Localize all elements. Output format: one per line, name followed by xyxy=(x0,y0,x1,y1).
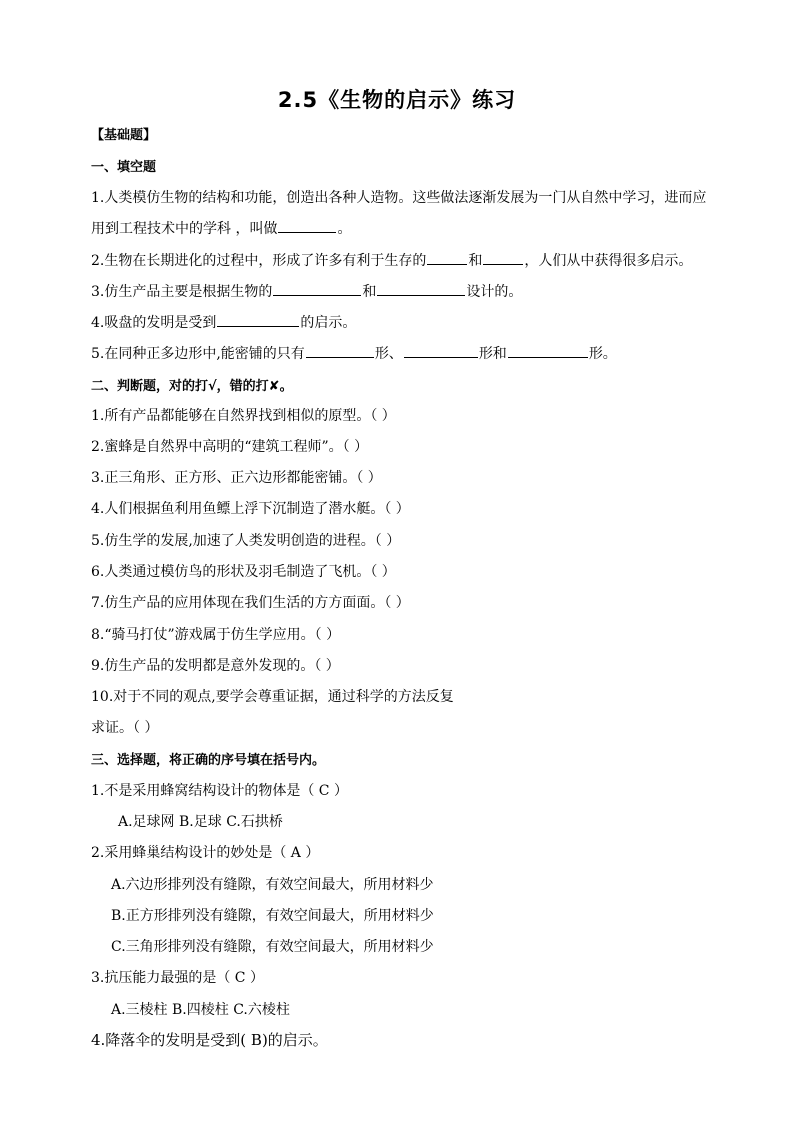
fill-q2-text: 2.生物在长期进化的过程中，形成了许多有利于生存的 xyxy=(91,253,427,269)
choice-q3-options: A.三棱柱 B.四棱柱 C.六棱柱 xyxy=(111,1002,290,1018)
section1-heading: 一、填空题 xyxy=(91,160,157,175)
fill-q4 xyxy=(91,312,356,332)
choice-q4: 4.降落伞的发明是受到( B)的启示。 xyxy=(91,1031,328,1049)
level-label: 【基础题】 xyxy=(91,128,157,143)
judge-item: 8.“骑马打仗”游戏属于仿生学应用。（ ） xyxy=(91,627,341,643)
fill-q1-line2 xyxy=(91,218,351,238)
fill-q5 xyxy=(91,343,617,363)
fill-q2-mid: 和 xyxy=(468,253,483,269)
answer-blank[interactable] xyxy=(377,281,465,296)
fill-q1-line1: 1.人类模仿生物的结构和功能，创造出各种人造物。这些做法逐渐发展为一门从自然中学习，进而应 xyxy=(91,190,707,206)
fill-q4-end: 的启示。 xyxy=(300,315,357,331)
choice-q2-option-b: B.正方形排列没有缝隙，有效空间最大，所用材料少 xyxy=(111,908,434,924)
judge-item: 9.仿生产品的发明都是意外发现的。（ ） xyxy=(91,658,340,674)
fill-q1-text: 用到工程技术中的学科 ，叫做 xyxy=(91,221,278,237)
answer-blank[interactable] xyxy=(427,250,467,265)
judge-item: 求证。（ ） xyxy=(91,720,159,736)
fill-q3 xyxy=(91,281,522,301)
section3-heading: 三、选择题，将正确的序号填在括号内。 xyxy=(91,753,326,768)
answer-blank[interactable] xyxy=(306,343,374,358)
fill-q3-end: 设计的。 xyxy=(466,284,523,300)
judge-item: 4.人们根据鱼利用鱼鳔上浮下沉制造了潜水艇。（ ） xyxy=(91,501,410,517)
fill-q5-end: 形。 xyxy=(588,346,617,362)
answer-blank[interactable] xyxy=(404,343,478,358)
fill-q2 xyxy=(91,250,692,270)
answer-blank[interactable] xyxy=(217,312,299,327)
answer-blank[interactable] xyxy=(278,218,336,233)
fill-q3-mid: 和 xyxy=(362,284,377,300)
answer-blank[interactable] xyxy=(273,281,361,296)
choice-q2-option-a: A.六边形排列没有缝隙，有效空间最大，所用材料少 xyxy=(111,877,434,893)
answer-blank[interactable] xyxy=(508,343,588,358)
fill-q3-text: 3.仿生产品主要是根据生物的 xyxy=(91,284,273,300)
choice-q2-option-c: C.三角形排列没有缝隙，有效空间最大，所用材料少 xyxy=(111,939,434,955)
section2-heading: 二、判断题，对的打√，错的打✘。 xyxy=(91,379,293,394)
judge-item: 1.所有产品都能够在自然界找到相似的原型。（ ） xyxy=(91,408,396,424)
choice-q2: 2.采用蜂巢结构设计的妙处是（ A ） xyxy=(91,845,320,861)
judge-item: 3.正三角形、正方形、正六边形都能密铺。（ ） xyxy=(91,470,382,486)
fill-q5-text: 5.在同种正多边形中,能密铺的只有 xyxy=(91,346,305,362)
fill-q2-end: ，人们从中获得很多启示。 xyxy=(524,253,693,269)
choice-q1-options: A.足球网 B.足球 C.石拱桥 xyxy=(118,814,283,830)
choice-q3: 3.抗压能力最强的是（ C ） xyxy=(91,970,264,986)
fill-q4-text: 4.吸盘的发明是受到 xyxy=(91,315,217,331)
judge-item: 6.人类通过模仿鸟的形状及羽毛制造了飞机。（ ） xyxy=(91,564,396,580)
choice-q1: 1.不是采用蜂窝结构设计的物体是（ C ） xyxy=(91,783,348,799)
judge-item: 5.仿生学的发展,加速了人类发明创造的进程。（ ） xyxy=(91,533,401,549)
fill-q1-end: 。 xyxy=(337,221,352,237)
judge-item: 7.仿生产品的应用体现在我们生活的方方面面。（ ） xyxy=(91,595,410,611)
fill-q5-mid2: 形和 xyxy=(478,346,507,362)
page-title: 2.5《生物的启示》练习 xyxy=(277,88,517,112)
judge-item: 10.对于不同的观点,要学会尊重证据，通过科学的方法反复 xyxy=(91,689,454,705)
answer-blank[interactable] xyxy=(483,250,523,265)
judge-item: 2.蜜蜂是自然界中高明的“建筑工程师”。（ ） xyxy=(91,439,369,455)
fill-q5-mid1: 形、 xyxy=(374,346,403,362)
